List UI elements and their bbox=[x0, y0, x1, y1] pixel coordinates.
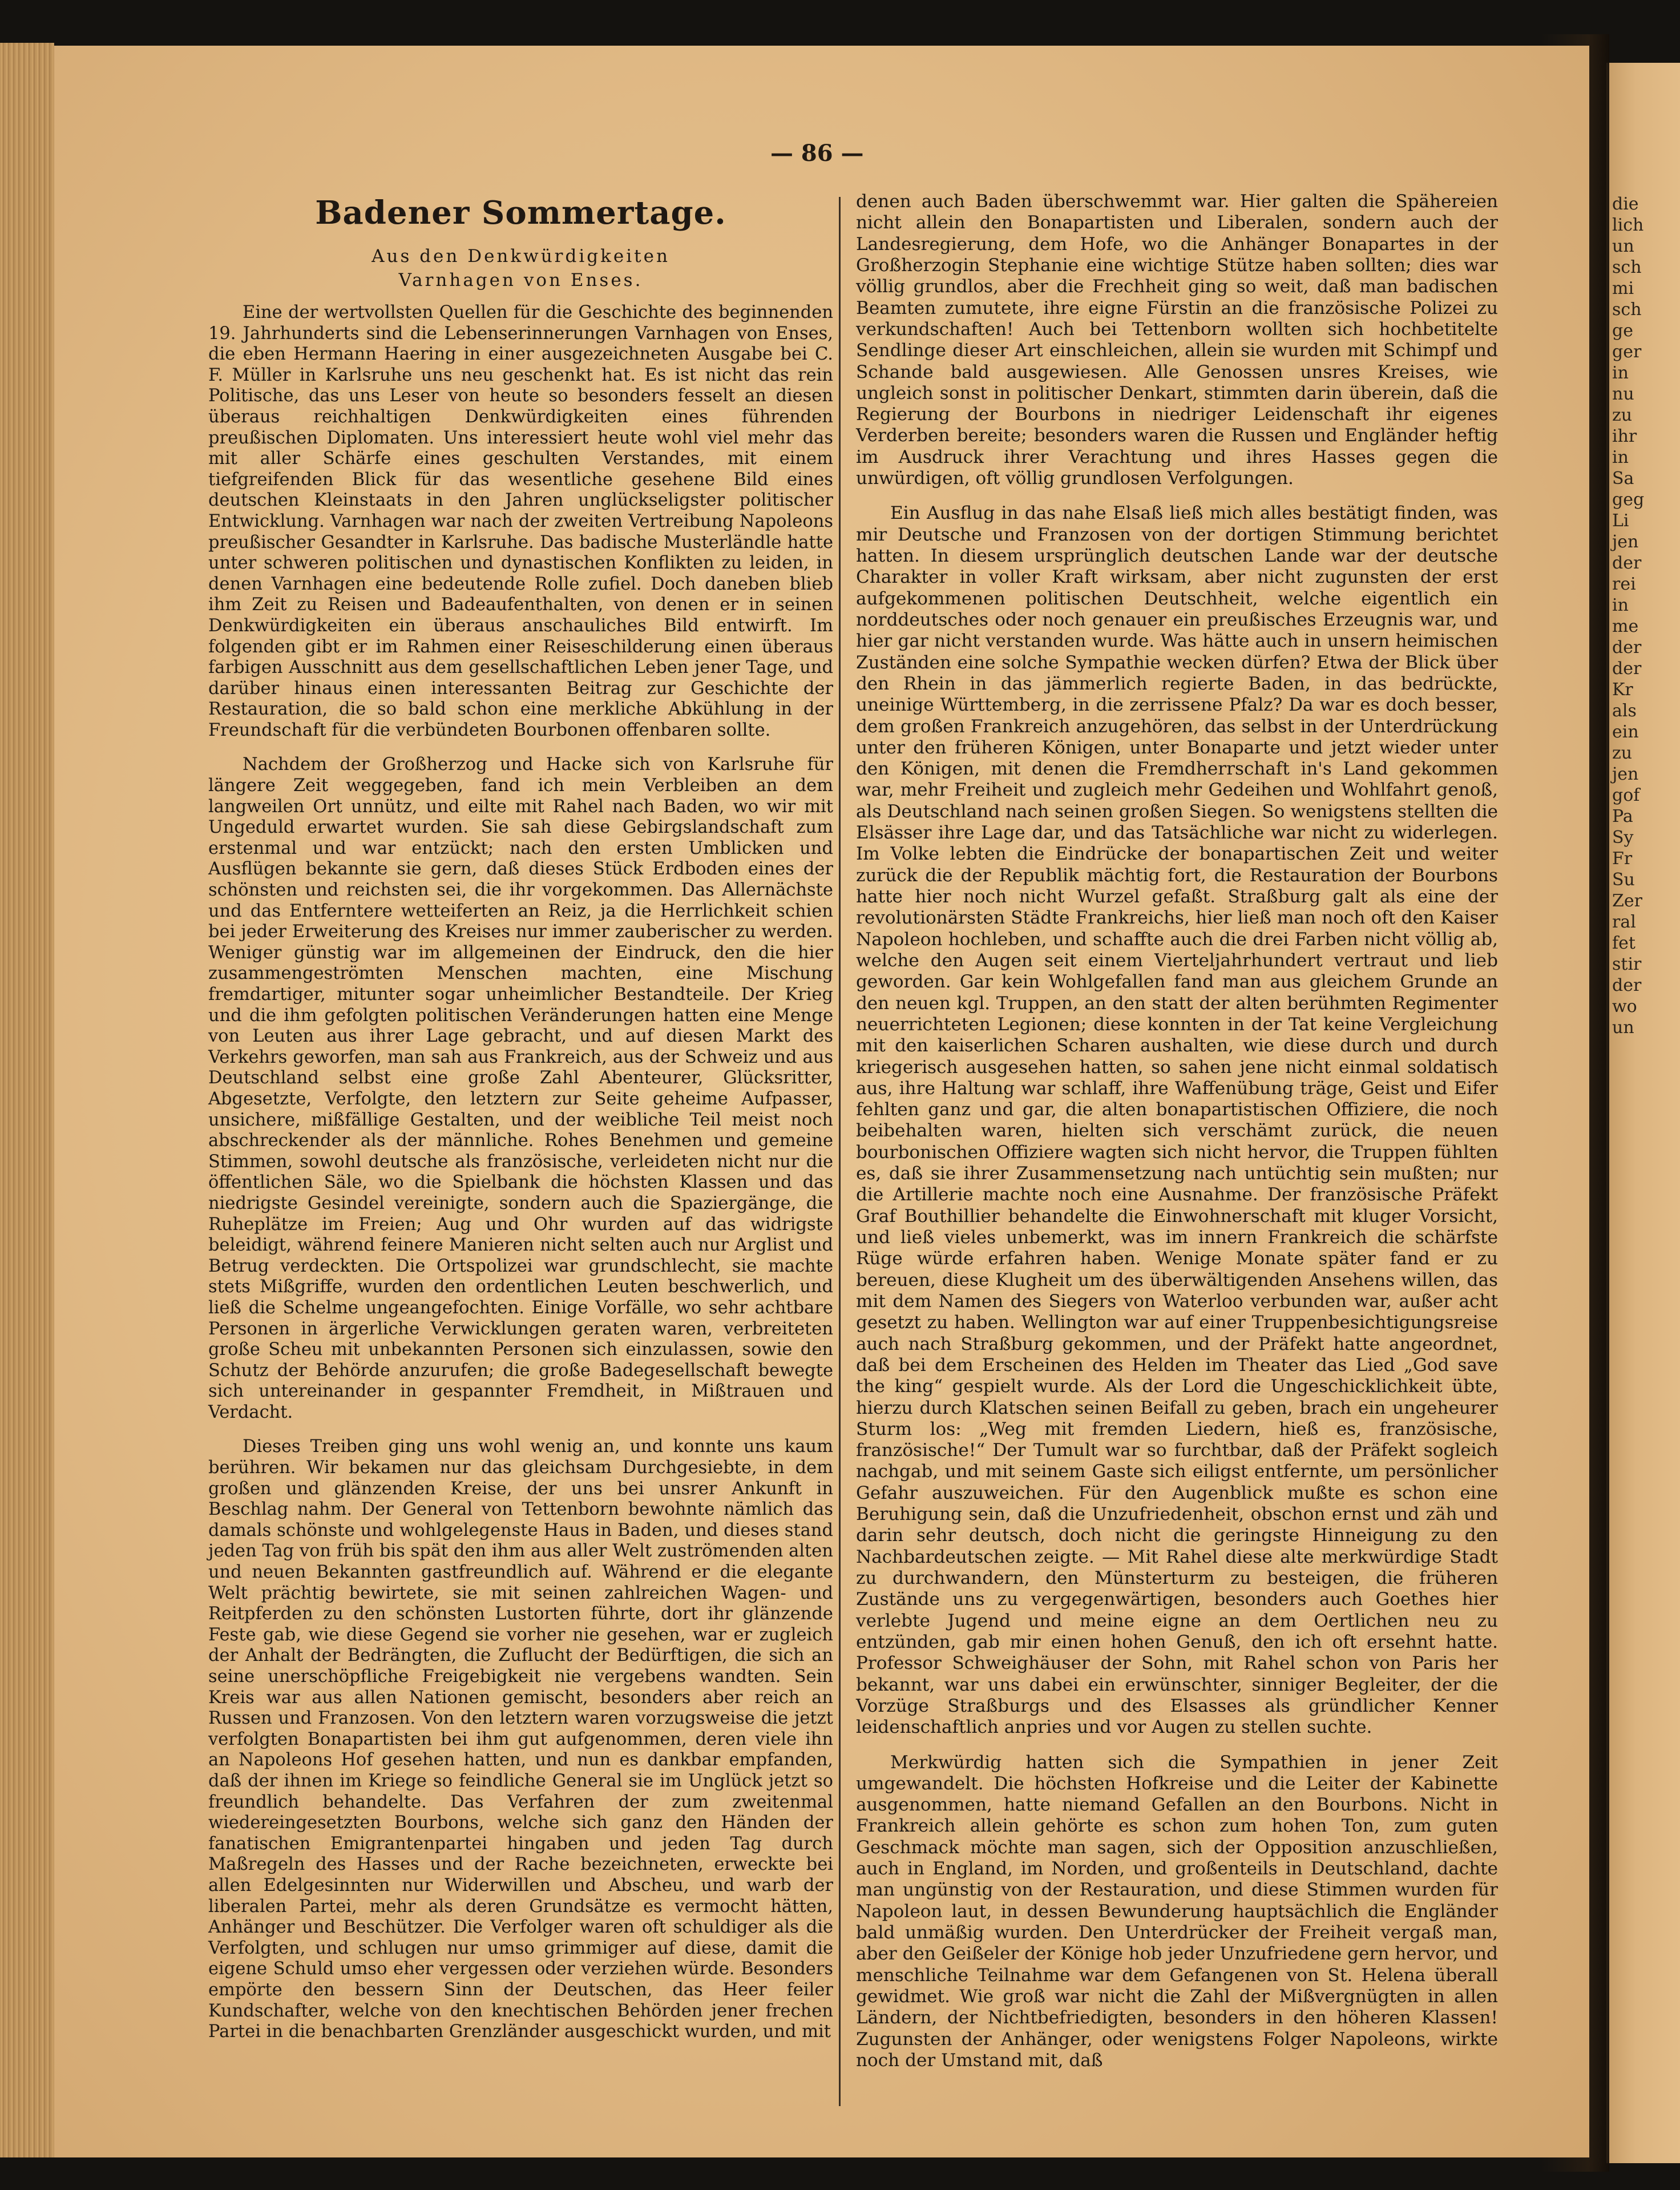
next-page-fragment: in bbox=[1612, 595, 1629, 615]
subtitle-line-2: Varnhagen von Enses. bbox=[398, 270, 643, 291]
next-page-fragment: rei bbox=[1612, 574, 1636, 594]
next-page-fragment: mi bbox=[1612, 279, 1634, 299]
next-page-fragment: Sa bbox=[1612, 469, 1634, 489]
next-page-fragment: ihr bbox=[1612, 426, 1637, 446]
next-page-fragment: der bbox=[1612, 975, 1642, 995]
next-page-fragment: Sy bbox=[1612, 828, 1634, 848]
next-page-fragment: Li bbox=[1612, 511, 1629, 531]
next-page-fragment: zu bbox=[1612, 743, 1633, 763]
next-page-fragment: der bbox=[1612, 659, 1642, 679]
subtitle-line-1: Aus den Denkwürdigkeiten bbox=[371, 246, 670, 267]
next-page-fragment: sch bbox=[1612, 257, 1642, 277]
next-page-fragment: Su bbox=[1612, 870, 1635, 890]
next-page-fragment: Fr bbox=[1612, 849, 1633, 869]
body-paragraph: Dieses Treiben ging uns wohl wenig an, und konnte uns kaum berühren. Wir bekamen nur das gleichsam Durchgesiebte, in dem großen und glänzenden Kreise, der uns bei unsrer Ankunft in Beschlag nahm. Der General von Tettenborn bewohnte nämlich das damals schönste und wohlgelegenste Haus in Baden, und dieses stand jeden Tag von früh bis spät den ihm aus aller Welt zuströmenden alten und neuen Bekannten gastfreundlich auf. Während er die elegante Welt prächtig bewirtete, sie mit seinen zahlreichen Wagen- und Reitpferden zu den schönsten Lustorten führte, dort ihr glänzende Feste gab, wie diese Gegend sie vorher nie gesehen, war er zugleich der Anhalt der Bedrängten, die Zuflucht der Bedürftigen, die sich an seine unerschöpfliche Freigebigkeit nie vergebens wandten. Sein Kreis war aus allen Nationen gemischt, besonders aber reich an Russen und Franzosen. Von den letztern waren vorzugsweise die jetzt verfolgten Bonapartisten bei ihm gut aufgenommen, deren viele ihn an Napoleons Hof gesehen hatten, und nun es dankbar empfanden, daß der ihnen im Kriege so feindliche General sie im Unglück jetzt so freundlich behandelte. Das Verfahren der zum zweitenmal wiedereingesetzten Bourbons, welche sich ganz den Händen der fanatischen Emigrantenpartei hingaben und jeden Tag durch Maßregeln des Hasses und der Rache bezeichneten, erweckte bei allen Edelgesinnten nur Widerwillen und Abscheu, und warb der liberalen Partei, mehr als deren Grundsätze es vermocht hätten, Anhänger und Beschützer. Die Verfolger waren oft schuldiger als die Verfolgten, und schlugen nur umso grimmiger auf diese, damit die eigene Schuld umso eher vergessen oder verziehen würde. Besonders empörte den bessern Sinn der Deutschen, das Heer feiler Kundschafter, welche von den knechtischen Behörden jener frechen Partei in die benachbarten Grenzländer ausgeschickt wurden, und mit bbox=[208, 1437, 833, 2042]
next-page-fragment: stir bbox=[1612, 954, 1642, 974]
next-page-fragment: nu bbox=[1612, 384, 1634, 404]
next-page-fragment: zu bbox=[1612, 405, 1633, 425]
next-page-fragment: Kr bbox=[1612, 680, 1633, 700]
continued-paragraph: denen auch Baden überschwemmt war. Hier galten die Spähereien nicht allein den Bonapartisten und Liberalen, sondern auch der Landesregierung, dem Hofe, wo die Anhänger Bonapartes in der Großherzogin Stephanie eine wichtige Stütze haben sollten; dies war völlig grundlos, aber die Frechheit ging so weit, daß man badischen Beamten zumutete, ihre eigne Fürstin an die französische Polizei zu verkundschaften! Auch bei Tettenborn wollten sich hochbetitelte Sendlinge dieser Art einschleichen, allein sie wurden mit Schimpf und Schande bald ausgewiesen. Alle Genossen unsres Kreises, wie ungleich sonst in politischer Denkart, stimmten darin überein, daß die Regierung der Bourbons in niedriger Leidenschaft ihr eigenes Verderben bereite; besonders waren die Russen und Engländer heftig im Ausdruck ihrer Verachtung und ihres Hasses gegen die unwürdigen, oft völlig grundlosen Verfolgungen. bbox=[856, 191, 1498, 489]
next-page-fragment: gof bbox=[1612, 785, 1640, 805]
next-page-fragment: jen bbox=[1612, 764, 1639, 784]
body-paragraph: Nachdem der Großherzog und Hacke sich von Karlsruhe für längere Zeit weggegeben, fand ich mein Verbleiben an dem langweilen Ort unnütz, und eilte mit Rahel nach Baden, wo wir mit Ungeduld erwartet wurden. Sie sah diese Gebirgslandschaft zum erstenmal und war entzückt; nach den ersten Umblicken und Ausflügen bekannte sie gern, daß dieses Stück Erdboden eines der schönsten und reichsten sei, die ihr vorgekommen. Das Allernächste und das Entferntere wetteiferten an Reiz, ja die Herrlichkeit schien bei jeder Erweiterung des Kreises nur immer zauberischer zu werden. Weniger günstig war im allgemeinen der Eindruck, den die hier zusammengeströmten Menschen machten, eine Mischung fremdartiger, mitunter sogar unheimlicher Bestandteile. Der Krieg und die ihm gefolgten politischen Veränderungen hatten eine Menge von Leuten aus ihrer Lage gebracht, und auf diesen Markt des Verkehrs geworfen, man sah aus Frankreich, aus der Schweiz und aus Deutschland selbst eine große Zahl Abenteurer, Glücksritter, Abgesetzte, Verfolgte, den letztern zur Seite geheime Aufpasser, unsichere, mißfällige Gestalten, und der weibliche Teil meist noch abschreckender als der männliche. Rohes Benehmen und gemeine Stimmen, sowohl deutsche als französische, verleideten nicht nur die öffentlichen Säle, wo die Spielbank die höchsten Klassen und das niedrigste Gesindel vereinigte, sondern auch die Spaziergänge, die Ruheplätze im Freien; Aug und Ohr wurden auf das widrigste beleidigt, während feinere Manieren nicht selten auch nur Arglist und Betrug verdeckten. Die Ortspolizei war grundschlecht, sie machte stets Mißgriffe, wurden den ordentlichen Leuten beschwerlich, und ließ die Schelme ungeangefochten. Einige Vorfälle, wo sehr achtbare Personen in ärgerliche Verwicklungen geraten waren, verbreiteten große Scheu mit unbekannten Personen sich einzulassen, sowie den Schutz der Behörde anzurufen; die große Badegesellschaft bewegte sich untereinander in gespannter Fremdheit, in Mißtrauen und Verdacht. bbox=[208, 755, 833, 1422]
next-page-fragment: ral bbox=[1612, 912, 1636, 932]
left-column bbox=[208, 194, 833, 2056]
next-page-fragment: in bbox=[1612, 447, 1629, 467]
page-stack-edge bbox=[0, 43, 54, 2157]
next-page-fragment: wo bbox=[1612, 997, 1637, 1017]
next-page-fragment: in bbox=[1612, 363, 1629, 383]
next-page-fragment: jen bbox=[1612, 532, 1639, 552]
right-column bbox=[856, 191, 1498, 2085]
next-page-fragment: die bbox=[1612, 194, 1639, 214]
next-page-fragment: ger bbox=[1612, 342, 1642, 362]
next-page-fragment: me bbox=[1612, 616, 1639, 636]
next-page-fragment: lich bbox=[1612, 215, 1644, 235]
next-page-fragment: Zer bbox=[1612, 891, 1642, 911]
article-subtitle bbox=[208, 244, 833, 292]
body-paragraph: Merkwürdig hatten sich die Sympathien in jener Zeit umgewandelt. Die höchsten Hofkreise und die Leiter der Kabinette ausgenommen, hatte niemand Gefallen an den Bourbons. Nicht in Frankreich allein gehörte es schon zum hohen Ton, zum guten Geschmack möchte man sagen, sich der Opposition anzuschließen, auch in England, im Norden, und großenteils in Deutschland, dachte man ungünstig von der Restauration, und diese Stimmen wurden für Napoleon laut, in dessen Bewunderung hauptsächlich die Engländer bald unmäßig wurden. Den Unterdrücker der Freiheit vergaß man, aber den Geißeler der Könige hob jeder Unzufriedene gern hervor, und menschliche Teilnahme war dem Gefangenen von St. Helena überall gewidmet. Wie groß war nicht die Zahl der Mißvergnügten in allen Ländern, der Nichtbefriedigten, besonders in den höheren Klassen! Zugunsten der Anhänger, oder wenigstens Folger Napoleons, wirkte noch der Umstand mit, daß bbox=[856, 1752, 1499, 2071]
next-page-fragment: geg bbox=[1612, 490, 1645, 510]
next-page-fragment: der bbox=[1612, 553, 1642, 573]
column-divider bbox=[839, 197, 841, 2106]
next-page-edge bbox=[1606, 63, 1680, 2163]
next-page-fragment: der bbox=[1612, 638, 1642, 658]
next-page-fragment: un bbox=[1612, 236, 1634, 256]
page-number: — 86 — bbox=[770, 140, 864, 167]
next-page-fragment: Pa bbox=[1612, 806, 1633, 826]
next-page-fragment: ge bbox=[1612, 321, 1633, 341]
next-page-fragment: sch bbox=[1612, 300, 1642, 320]
article-title: Badener Sommertage. bbox=[315, 194, 726, 232]
next-page-fragment: als bbox=[1612, 701, 1637, 721]
next-page-fragment: ein bbox=[1612, 722, 1639, 742]
intro-paragraph: Eine der wertvollsten Quellen für die Geschichte des beginnenden 19. Jahrhunderts sind die Lebenserinnerungen Varnhagen von Enses, die eben Hermann Haering in einer ausgezeichneten Ausgabe bei C. F. Müller in Karlsruhe uns neu geschenkt hat. Es ist nicht das rein Politische, das uns Leser von heute so besonders fesselt an diesen überaus reichhaltigen Denkwürdigkeiten eines führenden preußischen Diplomaten. Uns interessiert heute wohl viel mehr das mit aller Schärfe eines geschulten Verstandes, mit einem tiefgreifenden Blick für das wesentliche gesehene Bild eines deutschen Kleinstaats in den Jahren unglückseligster politischer Entwicklung. Varnhagen war nach der zweiten Vertreibung Napoleons preußischer Gesandter in Karlsruhe. Das badische Musterländle hatte unter schweren politischen und dynastischen Konflikten zu leiden, in denen Varnhagen eine bedeutende Rolle zufiel. Doch daneben blieb ihm Zeit zu Reisen und Badeaufenthalten, von denen er in seinen Denkwürdigkeiten ein überaus anschauliches Bild entwirft. Im folgenden gibt er im Rahmen einer Reiseschilderung einen überaus farbigen Ausschnitt aus dem gesellschaftlichen Leben jener Tage, und darüber hinaus einen interessanten Beitrag zur Geschichte der Restauration, die so bald schon eine merkliche Abkühlung in der Freundschaft für die verbündeten Bourbonen offenbaren sollte. bbox=[208, 303, 833, 740]
body-paragraph: Ein Ausflug in das nahe Elsaß ließ mich alles bestätigt finden, was mir Deutsche und Franzosen von der dortigen Stimmung berichtet hatten. In diesem ursprünglich deutschen Lande war der deutsche Charakter in voller Kraft wirksam, aber nicht zugunsten der erst aufgekommenen politischen Deutschheit, welche eigentlich ein norddeutsches oder noch genauer ein preußisches Erzeugnis war, und hier gar nicht verstanden wurde. Was hätte auch in unsern heimischen Zuständen eine solche Sympathie wecken dürfen? Etwa der Blick über den Rhein in das jämmerlich regierte Baden, in das bedrückte, uneinige Württemberg, in die zerrissene Pfalz? Da war es doch besser, dem großen Frankreich anzugehören, das selbst in der Unterdrückung unter den früheren Königen, unter Bonaparte und jetzt wieder unter den Königen, mit denen die Fremdherrschaft in's Land gekommen war, mehr Freiheit und zugleich mehr Gedeihen und Wohlfahrt genoß, als Deutschland nach seinen großen Siegen. So wenigstens stellten die Elsässer ihre Lage dar, und das Tatsächliche war nicht zu widerlegen. Im Volke lebten die Eindrücke der bonapartischen Zeit und weiter zurück die der Republik mächtig fort, die Restauration der Bourbons hatte hier noch nicht Wurzel gefaßt. Straßburg galt als eine der revolutionärsten Städte Frankreichs, hier ließ man noch oft den Kaiser Napoleon hochleben, und schaffte auch die drei Farben nicht völlig ab, welche den Augen seit einem Vierteljahrhundert vertraut und lieb geworden. Gar kein Wohlgefallen fand man aus gleichem Grunde an den neuen kgl. Truppen, an den statt der alten berühmten Regimenter neuerrichteten Legionen; diese konnten in der Tat keine Vergleichung mit den kaiserlichen Scharen aushalten, wie diese durch und durch kriegerisch ausgesehen hatten, so sahen jene nicht einmal soldatisch aus, ihre Haltung war schlaff, ihre Waffenübung träge, Geist und Eifer fehlten ganz und gar, die alten bonapartistischen Offiziere, die noch beibehalten waren, hielten sich verschämt zurück, die neuen bourbonischen Offiziere wagten sich nicht hervor, die Truppen fühlten es, daß sie ihrer Zusammensetzung nach untüchtig sein mußten; nur die Artillerie machte noch eine Ausnahme. Der französische Präfekt Graf Bouthillier behandelte die Einwohnerschaft mit kluger Vorsicht, und ließ vieles unbemerkt, was im innern Frankreich die schärfste Rüge würde erfahren haben. Wenige Monate später fand er zu bereuen, diese Klugheit um des überwältigenden Ansehens willen, das mit dem Namen des Siegers von Waterloo verbunden war, außer acht gesetzt zu haben. Wellington war auf einer Truppenbesichtigungsreise auch nach Straßburg gekommen, und der Präfekt hatte angeordnet, daß bei dem Erscheinen des Helden im Theater das Lied „God save the king“ gespielt wurde. Als der Lord die Ungeschicklichkeit übte, hierzu durch Klatschen seinen Beifall zu geben, brach ein ungeheurer Sturm los: „Weg mit fremden Liedern, hieß es, französische, französische!“ Der Tumult war so furchtbar, daß der Präfekt sogleich nachgab, und mit seinem Gaste sich eiligst entfernte, um persönlicher Gefahr auszuweichen. Für den Augenblick mußte es schon eine Beruhigung sein, daß die Unzufriedenheit, obschon ernst und zäh und darin sehr deutsch, doch nicht die geringste Hinneigung zu den Nachbardeutschen zeigte. — Mit Rahel diese alte merkwürdige Stadt zu durchwandern, den Münsterturm zu besteigen, die früheren Zustände uns zu vergegenwärtigen, besonders auch Goethes hier verlebte Jugend und meine eigne an dem Oertlichen neu zu entzünden, gab mir einen hohen Genuß, den ich oft ersehnt hatte. Professor Schweighäuser der Sohn, mit Rahel schon von Paris her bekannt, war uns dabei ein erwünschter, sinniger Begleiter, der die Vorzüge Straßburgs und des Elsasses als gründlicher Kenner leidenschaftlich anpries und vor Augen zu stellen suchte. bbox=[856, 503, 1498, 1738]
next-page-fragment: fet bbox=[1612, 933, 1635, 953]
next-page-fragment: un bbox=[1612, 1018, 1634, 1038]
